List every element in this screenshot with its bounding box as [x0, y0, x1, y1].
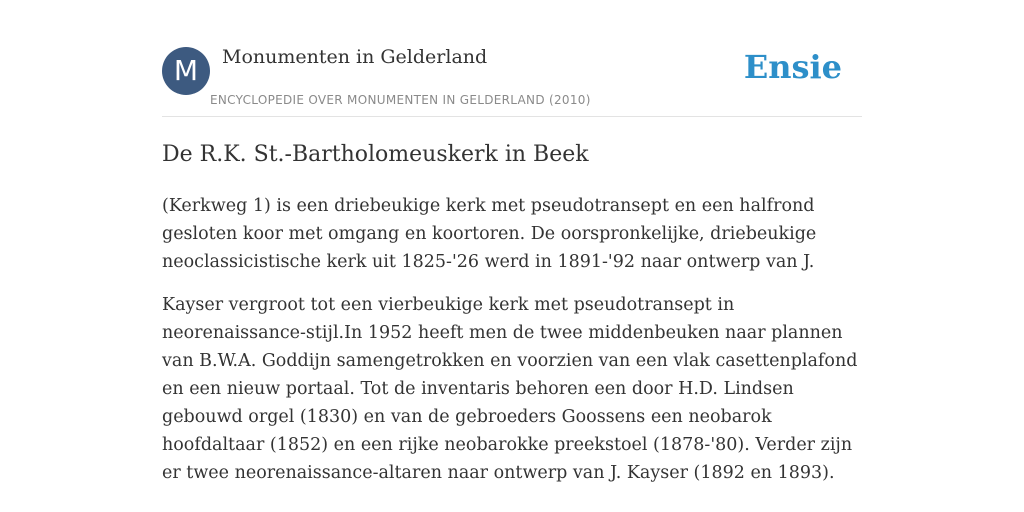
site-subtitle: ENCYCLOPEDIE OVER MONUMENTEN IN GELDERLAND (2010) — [210, 93, 591, 107]
site-title[interactable]: Monumenten in Gelderland — [222, 46, 488, 68]
article — [162, 138, 872, 487]
ensie-logo[interactable]: Ensie — [743, 48, 842, 86]
article-paragraph: Kayser vergroot tot een vierbeukige kerk met pseudotransept in neorenaissance-stijl.In 1952 heeft men de twee middenbeuken naar plannen van B.W.A. Goddijn samengetrokken en voorzien van een vlak casettenplafond en een nieuw portaal. Tot de inventaris behoren een door H.D. Lindsen gebouwd orgel (1830) en van de gebroeders Goossens een neobarok hoofdaltaar (1852) en een rijke neobarokke preekstoel (1878-'80). Verder zijn er twee neorenaissance-altaren naar ontwerp van J. Kayser (1892 en 1893). — [162, 295, 858, 483]
article-paragraph: (Kerkweg 1) is een driebeukige kerk met pseudotransept en een halfrond gesloten koor met omgang en koortoren. De oorspronkelijke, driebeukige neoclassicistische kerk uit 1825-'26 werd in 1891-'92 naar ontwerp van J. — [162, 196, 817, 272]
header — [162, 44, 862, 117]
avatar[interactable]: M — [162, 47, 210, 95]
article-title: De R.K. St.-Bartholomeuskerk in Beek — [162, 142, 589, 167]
